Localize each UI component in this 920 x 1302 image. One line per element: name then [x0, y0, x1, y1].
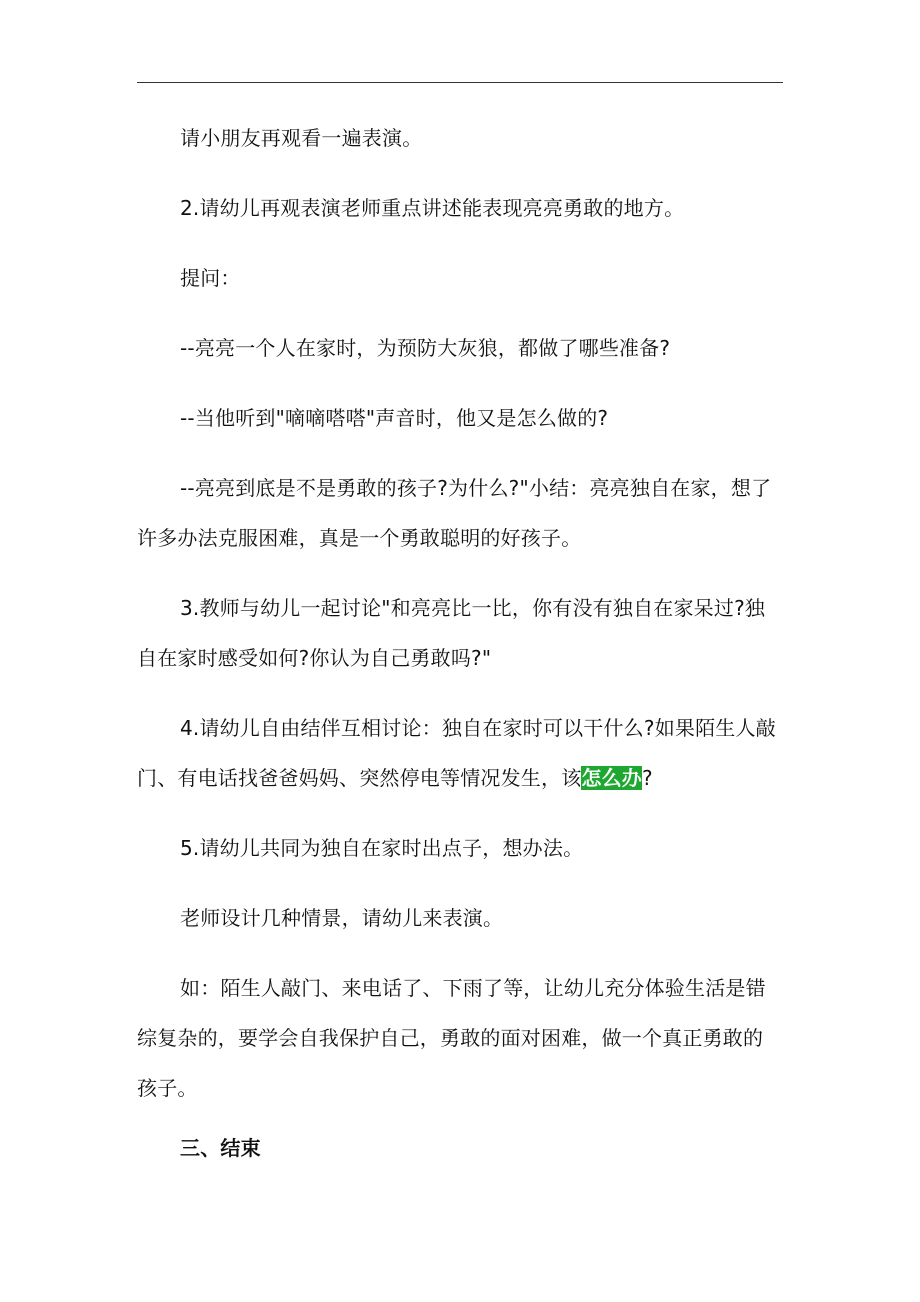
- paragraph-11-block: [137, 963, 783, 1113]
- paragraph-1-block: [137, 113, 783, 163]
- paragraph-8: [137, 703, 783, 803]
- paragraph-1: 请小朋友再观看一遍表演。: [180, 126, 423, 150]
- paragraph-4: --亮亮一个人在家时，为预防大灰狼，都做了哪些准备?: [180, 336, 671, 360]
- paragraph-11: 如：陌生人敲门、来电话了、下雨了等，让幼儿充分体验生活是错综复杂的，要学会自我保护自己，勇敢的面对困难，做一个真正勇敢的孩子。: [137, 976, 766, 1100]
- paragraph-6: --亮亮到底是不是勇敢的孩子?为什么?"小结：亮亮独自在家，想了许多办法克服困难，真是一个勇敢聪明的好孩子。: [137, 476, 772, 550]
- paragraph-7-block: [137, 583, 783, 683]
- paragraph-8-text-after: ?: [642, 766, 653, 790]
- paragraph-8-block: [137, 703, 783, 803]
- paragraph-4-block: [137, 323, 783, 373]
- header-rule: [137, 82, 783, 83]
- paragraph-3-block: [137, 253, 783, 303]
- highlighted-phrase: 怎么办: [581, 766, 643, 790]
- paragraph-7: 3.教师与幼儿一起讨论"和亮亮比一比，你有没有独自在家呆过?独自在家时感受如何?你认为自己勇敢吗?": [137, 596, 766, 670]
- paragraph-2-block: [137, 183, 783, 233]
- paragraph-5: --当他听到"嘀嘀嗒嗒"声音时，他又是怎么做的?: [180, 406, 609, 430]
- paragraph-5-block: [137, 393, 783, 443]
- paragraph-10-block: [137, 893, 783, 943]
- section-heading: 三、结束: [180, 1136, 261, 1160]
- section-heading-block: [137, 1123, 783, 1173]
- paragraph-2: 2.请幼儿再观表演老师重点讲述能表现亮亮勇敢的地方。: [180, 196, 685, 220]
- paragraph-10: 老师设计几种情景，请幼儿来表演。: [180, 906, 504, 930]
- paragraph-9: 5.请幼儿共同为独自在家时出点子，想办法。: [180, 836, 584, 860]
- paragraph-8-text-before: 4.请幼儿自由结伴互相讨论：独自在家时可以干什么?如果陌生人敲门、有电话找爸爸妈妈、突然停电等情况发生，该: [137, 716, 776, 790]
- paragraph-9-block: [137, 823, 783, 873]
- paragraph-6-block: [137, 463, 783, 563]
- paragraph-3: 提问：: [180, 266, 241, 290]
